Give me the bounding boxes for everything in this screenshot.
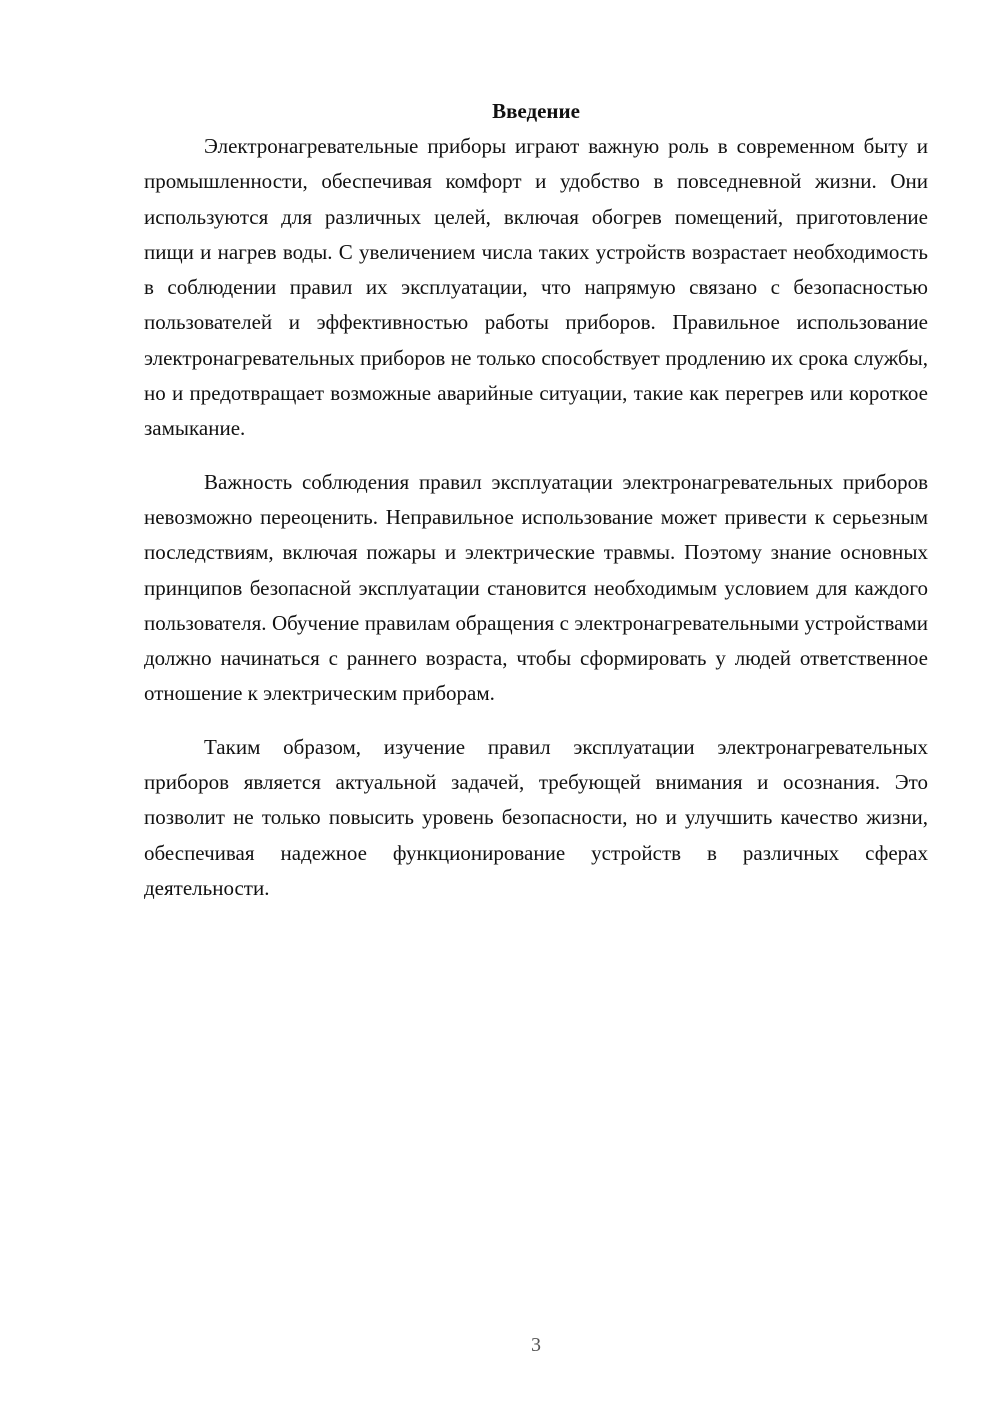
paragraph-3: Таким образом, изучение правил эксплуатации электронагревательных приборов является актуальной задачей, требующей внимания и осознания. Это позволит не только повысить уровень безопасности, но и улучшить качество жизни, обеспечивая надежное функционирование устройств в различных сферах деятельности. [144,734,928,900]
paragraph-1: Электронагревательные приборы играют важную роль в современном быту и промышленности, обеспечивая комфорт и удобство в повседневной жизни. Они используются для различных целей, включая обогрев помещений, приготовление пищи и нагрев воды. С увеличением числа таких устройств возрастает необходимость в соблюдении правил их эксплуатации, что напрямую связано с безопасностью пользователей и эффективностью работы приборов. Правильное использование электронагревательных приборов не только способствует продлению их срока службы, но и предотвращает возможные аварийные ситуации, такие как перегрев или короткое замыкание. [144,134,928,441]
document-body [144,94,928,906]
page-number: 3 [531,1334,541,1356]
section-title: Введение [492,99,580,123]
paragraph-2: Важность соблюдения правил эксплуатации электронагревательных приборов невозможно переоценить. Неправильное использование может привести к серьезным последствиям, включая пожары и электрические травмы. Поэтому знание основных принципов безопасной эксплуатации становится необходимым условием для каждого пользователя. Обучение правилам обращения с электронагревательными устройствами должно начинаться с раннего возраста, чтобы сформировать у людей ответственное отношение к электрическим приборам. [144,469,928,706]
